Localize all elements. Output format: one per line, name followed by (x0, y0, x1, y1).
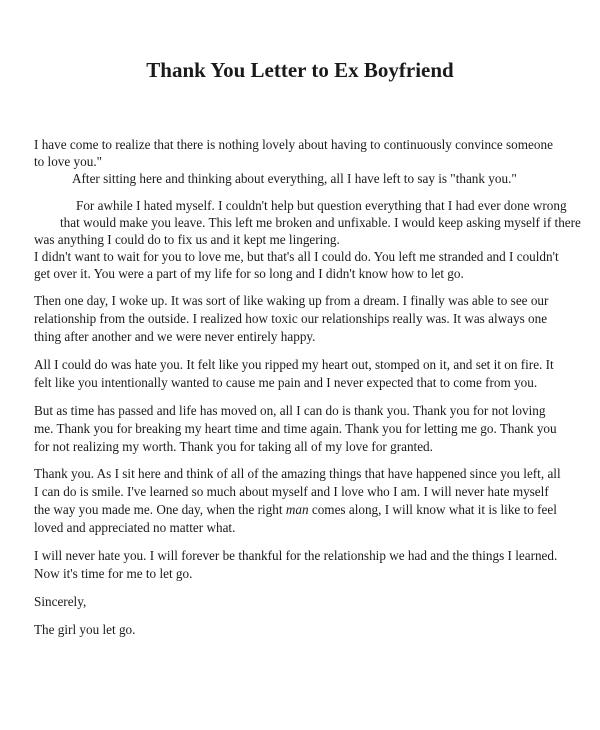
letter-line: I didn't want to wait for you to love me, but that's all I could do. You left me stranded and I couldn't (34, 249, 559, 264)
closing-salutation: Sincerely, (34, 594, 87, 609)
letter-line: felt like you intentionally wanted to cause me pain and I never expected that to come from you. (34, 375, 538, 390)
letter-line: relationship from the outside. I realized how toxic our relationships really was. It was always one (34, 311, 548, 326)
letter-line: But as time has passed and life has moved on, all I can do is thank you. Thank you for not loving (34, 403, 546, 418)
letter-line: me. Thank you for breaking my heart time and time again. Thank you for letting me go. Thank you (34, 421, 557, 436)
letter-line: for not realizing my worth. Thank you for taking all of my love for granted. (34, 439, 433, 454)
letter-line: was anything I could do to fix us and it kept me lingering. (34, 232, 340, 247)
emphasized-word: man (285, 502, 309, 517)
signature-line: The girl you let go. (34, 622, 136, 637)
letter-line: I can do is smile. I've learned so much about myself and I love who I am. I will never hate myself (34, 484, 549, 499)
letter-line: I have come to realize that there is nothing lovely about having to continuously convince someone (34, 137, 553, 152)
letter-line: that would make you leave. This left me broken and unfixable. I would keep asking myself if there (60, 215, 581, 230)
letter-line: I will never hate you. I will forever be thankful for the relationship we had and the things I learned. (34, 548, 558, 563)
letter-line: Then one day, I woke up. It was sort of like waking up from a dream. I finally was able to see our (34, 293, 549, 308)
letter-line: All I could do was hate you. It felt like you ripped my heart out, stomped on it, and set it on fire. It (34, 357, 554, 372)
letter-title: Thank You Letter to Ex Boyfriend (146, 58, 454, 82)
letter-line: thing after another and we were never entirely happy. (34, 329, 316, 344)
letter-line: After sitting here and thinking about everything, all I have left to say is "thank you." (72, 171, 517, 186)
letter-line: Now it's time for me to let go. (34, 566, 193, 581)
letter-line: Thank you. As I sit here and think of all of the amazing things that have happened since you left, all (34, 466, 561, 481)
letter-line-part: the way you made me. One day, when the right (34, 502, 283, 517)
letter-line-part: comes along, I will know what it is like to feel (311, 502, 557, 517)
letter-line: get over it. You were a part of my life for so long and I didn't know how to let go. (34, 266, 464, 281)
letter-line (34, 501, 557, 518)
letter-line: For awhile I hated myself. I couldn't help but question everything that I had ever done wrong (76, 198, 567, 213)
letter-line: to love you." (34, 154, 103, 169)
letter-line: loved and appreciated no matter what. (34, 520, 236, 535)
